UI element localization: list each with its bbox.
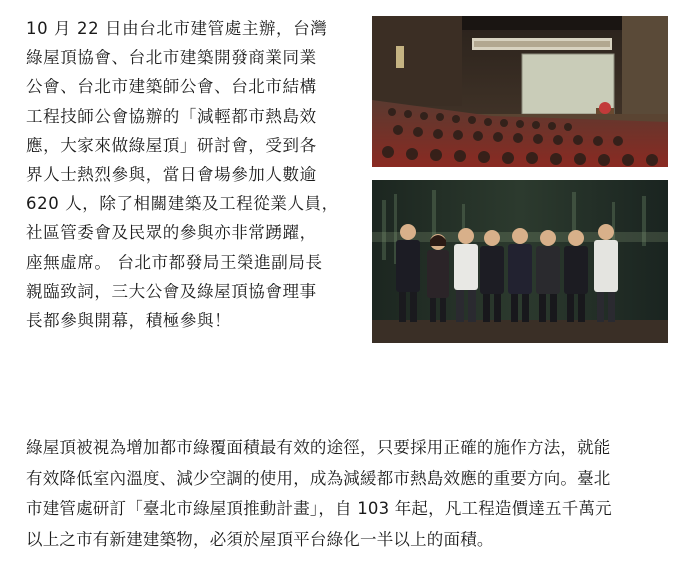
intro-line: 長都參與開幕，積極參與！	[26, 311, 232, 331]
intro-line: 應，大家來做綠屋頂」研討會，受到各	[26, 135, 317, 155]
body-paragraph	[26, 433, 666, 555]
body-line: 有效降低室內溫度、減少空調的使用，成為減緩都市熱島效應的重要方向。臺北	[26, 468, 611, 488]
intro-line: 10 月 22 日由台北市建管處主辦，台灣	[26, 19, 328, 38]
intro-line: 親臨致詞，三大公會及綠屋頂協會理事	[26, 281, 317, 301]
intro-line: 工程技師公會協辦的「減輕都市熱島效	[26, 106, 317, 126]
seminar-hall-photo	[372, 16, 668, 167]
intro-line: 綠屋頂協會、台北市建築開發商業同業	[26, 48, 317, 68]
body-line: 綠屋頂被視為增加都市綠覆面積最有效的途徑，只要採用正確的施作方法，就能	[26, 438, 611, 457]
intro-line: 座無虛席。 台北市都發局王榮進副局長	[26, 252, 323, 272]
group-photo	[372, 180, 668, 343]
body-line: 以上之市有新建建築物，必須於屋頂平台綠化一半以上的面積。	[26, 529, 494, 549]
intro-line: 620 人，除了相關建築及工程從業人員，	[26, 194, 339, 214]
intro-line: 界人士熱烈參與，當日會場參加人數逾	[26, 165, 317, 185]
intro-line: 社區管委會及民眾的參與亦非常踴躍，	[26, 223, 317, 243]
body-line: 市建管處研訂「臺北市綠屋頂推動計畫」，自 103 年起，凡工程造價達五千萬元	[26, 499, 612, 518]
intro-line: 公會、台北市建築師公會、台北市結構	[26, 77, 317, 97]
intro-paragraph	[26, 14, 344, 335]
